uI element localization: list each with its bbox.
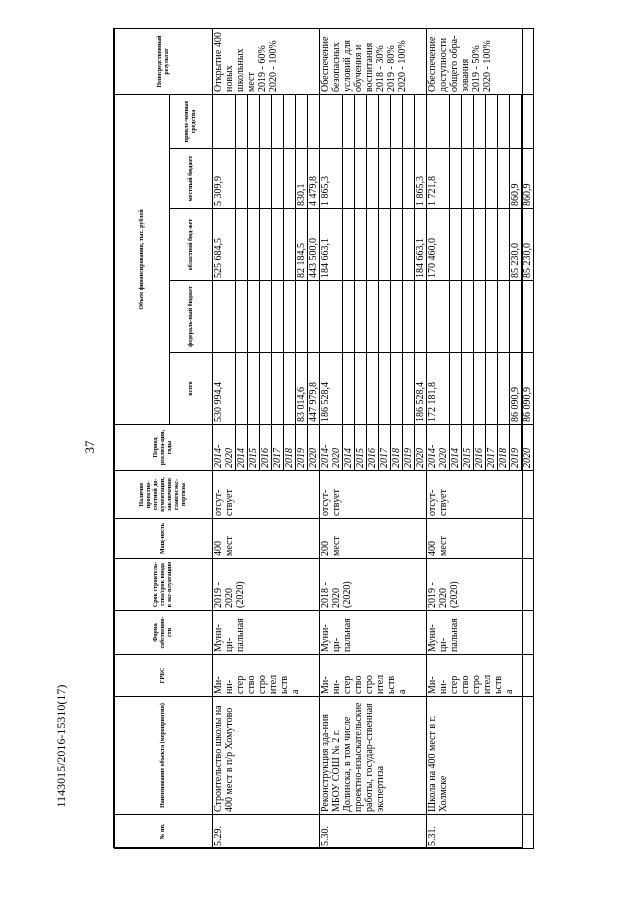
amount-local	[284, 149, 296, 209]
amount-total: 186 528,4	[320, 353, 343, 425]
program-table-frame	[113, 28, 533, 848]
amount-other	[415, 95, 427, 149]
header-psd: Наличие проектно-сметной до-кументации, заключения главгосэкс-пертизы	[115, 471, 213, 519]
amount-regional: 85 230,0	[510, 209, 522, 281]
result-cell: Обеспечение доступности общего обра-зования 2019 - 50% 2020 - 100%	[427, 29, 534, 95]
amount-regional: 85 230,0	[522, 209, 534, 281]
amount-federal	[296, 281, 308, 353]
row-number: 5.30.	[320, 815, 427, 849]
grbs-cell: Ми- ни- стер ство стро ител ьств а	[320, 655, 427, 697]
psd-status: отсут- ствует	[427, 471, 534, 519]
amount-regional: 525 684,5	[213, 209, 236, 281]
capacity-cell: 400 мест	[427, 519, 534, 559]
amount-regional	[498, 209, 510, 281]
table-body	[213, 29, 534, 849]
amount-other	[320, 95, 343, 149]
amount-local: 5 309,9	[213, 149, 236, 209]
header-regional: областной бюд-жет	[170, 209, 213, 281]
amount-federal	[498, 281, 510, 353]
amount-regional	[379, 209, 391, 281]
amount-total	[486, 353, 498, 425]
year-cell: 2017	[486, 425, 498, 471]
amount-federal	[474, 281, 486, 353]
amount-total	[284, 353, 296, 425]
year-cell: 2014- 2020	[213, 425, 236, 471]
year-cell: 2015	[248, 425, 260, 471]
year-cell: 2016	[367, 425, 379, 471]
amount-other	[296, 95, 308, 149]
result-cell: Обеспечение безопасных условий для обучения и воспитания 2018 - 30% 2019 - 80% 2020 - 100%	[320, 29, 427, 95]
year-cell: 2014	[236, 425, 248, 471]
psd-status: отсут- ствует	[213, 471, 320, 519]
ownership-form: Муни- ци- пальная	[427, 611, 534, 655]
amount-other	[308, 95, 320, 149]
amount-federal	[236, 281, 248, 353]
amount-other	[284, 95, 296, 149]
amount-other	[403, 95, 415, 149]
amount-regional: 170 460,0	[427, 209, 450, 281]
year-cell: 2020	[522, 425, 534, 471]
amount-total: 447 979,8	[308, 353, 320, 425]
amount-other	[236, 95, 248, 149]
amount-other	[462, 95, 474, 149]
header-no: № пп.	[115, 815, 213, 849]
amount-other	[260, 95, 272, 149]
amount-total: 530 994,4	[213, 353, 236, 425]
amount-regional	[462, 209, 474, 281]
year-cell: 2015	[355, 425, 367, 471]
capacity-cell: 200 мест	[320, 519, 427, 559]
amount-regional	[474, 209, 486, 281]
object-name: Школа на 400 мест в г. Холмске	[427, 697, 534, 815]
year-cell: 2020	[308, 425, 320, 471]
amount-local: 860,9	[522, 149, 534, 209]
amount-regional	[355, 209, 367, 281]
row-number: 5.29.	[213, 815, 320, 849]
amount-federal	[427, 281, 450, 353]
amount-local	[391, 149, 403, 209]
header-term: Срок строитель-ства/срок ввода в экс-плуатацию	[115, 559, 213, 611]
object-name: Реконструкция зда-ния МБОУ СОШ № 2 г. Долинска, в том числе проектно-изыскательские работы, государ-ственная экспертиза	[320, 697, 427, 815]
amount-total	[236, 353, 248, 425]
header-capacity: Мощ-ность	[115, 519, 213, 559]
header-total: всего	[170, 353, 213, 425]
amount-federal	[308, 281, 320, 353]
amount-federal	[379, 281, 391, 353]
amount-regional	[343, 209, 355, 281]
amount-federal	[462, 281, 474, 353]
amount-total	[474, 353, 486, 425]
year-cell: 2014	[450, 425, 462, 471]
year-cell: 2014- 2020	[427, 425, 450, 471]
amount-other	[486, 95, 498, 149]
year-cell: 2020	[415, 425, 427, 471]
amount-total: 86 090,9	[510, 353, 522, 425]
amount-regional	[450, 209, 462, 281]
amount-local	[379, 149, 391, 209]
amount-other	[213, 95, 236, 149]
amount-regional	[486, 209, 498, 281]
amount-other	[474, 95, 486, 149]
header-other: привле-ченные средства	[170, 95, 213, 149]
amount-total	[450, 353, 462, 425]
header-financing: Объем финансирования, тыс. рублей	[115, 95, 170, 425]
amount-regional: 184 663,1	[415, 209, 427, 281]
amount-regional: 82 184,5	[296, 209, 308, 281]
amount-local	[355, 149, 367, 209]
amount-local: 830,1	[296, 149, 308, 209]
amount-local	[462, 149, 474, 209]
amount-local	[498, 149, 510, 209]
amount-total: 186 528,4	[415, 353, 427, 425]
amount-other	[248, 95, 260, 149]
amount-total	[403, 353, 415, 425]
year-cell: 2019	[403, 425, 415, 471]
ownership-form: Муни- ци- пальная	[213, 611, 320, 655]
amount-other	[355, 95, 367, 149]
amount-local	[272, 149, 284, 209]
amount-federal	[320, 281, 343, 353]
amount-federal	[510, 281, 522, 353]
year-cell: 2019	[296, 425, 308, 471]
amount-federal	[248, 281, 260, 353]
year-cell: 2015	[462, 425, 474, 471]
amount-federal	[450, 281, 462, 353]
amount-local	[236, 149, 248, 209]
amount-local	[248, 149, 260, 209]
amount-federal	[213, 281, 236, 353]
amount-federal	[272, 281, 284, 353]
amount-other	[522, 95, 534, 149]
amount-federal	[355, 281, 367, 353]
amount-other	[427, 95, 450, 149]
amount-local	[260, 149, 272, 209]
amount-total	[343, 353, 355, 425]
amount-federal	[522, 281, 534, 353]
document-code: 1143015/2016-15310(17)	[54, 684, 68, 808]
result-cell: Открытие 400 новых школьных мест 2019 - 60% 2020 - 100%	[213, 29, 320, 95]
header-federal: федераль-ный бюджет	[170, 281, 213, 353]
amount-regional: 184 663,1	[320, 209, 343, 281]
amount-federal	[367, 281, 379, 353]
grbs-cell: Ми- ни- стер ство стро ител ьств а	[213, 655, 320, 697]
header-form: Форма собственно-сти	[115, 611, 213, 655]
amount-regional	[272, 209, 284, 281]
year-cell: 2018	[391, 425, 403, 471]
amount-regional	[367, 209, 379, 281]
amount-regional	[284, 209, 296, 281]
amount-local: 1 865,3	[415, 149, 427, 209]
year-cell: 2017	[272, 425, 284, 471]
header-result: Непосредственный результат	[115, 29, 213, 95]
amount-total	[498, 353, 510, 425]
construction-term: 2019 - 2020 (2020)	[427, 559, 534, 611]
amount-federal	[486, 281, 498, 353]
amount-local	[343, 149, 355, 209]
amount-federal	[403, 281, 415, 353]
year-cell: 2018	[284, 425, 296, 471]
amount-total: 86 090,9	[522, 353, 534, 425]
amount-local: 4 479,8	[308, 149, 320, 209]
amount-total	[355, 353, 367, 425]
amount-total	[260, 353, 272, 425]
year-cell: 2018	[498, 425, 510, 471]
psd-status: отсут- ствует	[320, 471, 427, 519]
grbs-cell: Ми- ни- стер ство стро ител ьств а	[427, 655, 534, 697]
program-table	[114, 28, 534, 849]
ownership-form: Муни- ци- пальная	[320, 611, 427, 655]
year-cell: 2016	[474, 425, 486, 471]
header-local: местный бюджет	[170, 149, 213, 209]
amount-federal	[415, 281, 427, 353]
amount-other	[367, 95, 379, 149]
amount-other	[272, 95, 284, 149]
amount-regional: 443 500,0	[308, 209, 320, 281]
object-name: Строительство школы на 400 мест в п/р Хомутово	[213, 697, 320, 815]
amount-total	[248, 353, 260, 425]
construction-term: 2019 - 2020 (2020)	[213, 559, 320, 611]
year-cell: 2017	[379, 425, 391, 471]
table-row	[427, 29, 450, 849]
amount-federal	[284, 281, 296, 353]
amount-total: 83 014,6	[296, 353, 308, 425]
amount-other	[450, 95, 462, 149]
row-number: 5.31.	[427, 815, 534, 849]
amount-local	[450, 149, 462, 209]
amount-local	[486, 149, 498, 209]
amount-local	[403, 149, 415, 209]
amount-total	[272, 353, 284, 425]
amount-regional	[260, 209, 272, 281]
amount-regional	[391, 209, 403, 281]
amount-local: 1 721,8	[427, 149, 450, 209]
amount-other	[510, 95, 522, 149]
amount-other	[343, 95, 355, 149]
amount-total	[367, 353, 379, 425]
header-period: Период реализа-ции, годы	[115, 425, 213, 471]
amount-total	[379, 353, 391, 425]
amount-total: 172 181,8	[427, 353, 450, 425]
amount-other	[379, 95, 391, 149]
page-number: 37	[82, 440, 97, 454]
amount-total	[391, 353, 403, 425]
amount-other	[391, 95, 403, 149]
construction-term: 2018 - 2020 (2020)	[320, 559, 427, 611]
table-row	[213, 29, 236, 849]
amount-federal	[260, 281, 272, 353]
year-cell: 2019	[510, 425, 522, 471]
amount-total	[462, 353, 474, 425]
header-name: Наименование объекта (мероприятия)	[115, 697, 213, 815]
amount-regional	[248, 209, 260, 281]
amount-local	[474, 149, 486, 209]
amount-local: 860,9	[510, 149, 522, 209]
table-row	[320, 29, 343, 849]
amount-local: 1 865,3	[320, 149, 343, 209]
year-cell: 2014	[343, 425, 355, 471]
header-grbs: ГРБС	[115, 655, 213, 697]
amount-regional	[236, 209, 248, 281]
year-cell: 2016	[260, 425, 272, 471]
year-cell: 2014- 2020	[320, 425, 343, 471]
amount-federal	[391, 281, 403, 353]
amount-federal	[343, 281, 355, 353]
capacity-cell: 400 мест	[213, 519, 320, 559]
amount-other	[498, 95, 510, 149]
amount-local	[367, 149, 379, 209]
amount-regional	[403, 209, 415, 281]
